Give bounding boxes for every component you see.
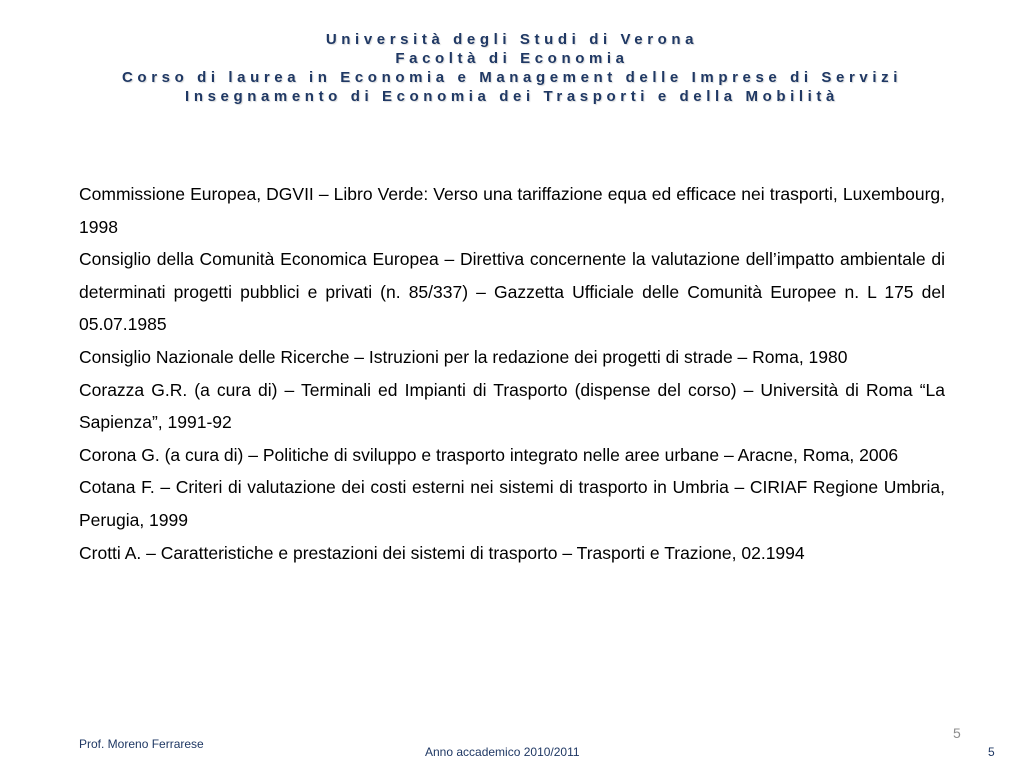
bibliography-entry: Corazza G.R. (a cura di) – Terminali ed Impianti di Trasporto (dispense del corso) – Università di Roma “La Sapienza”, 1991-92: [79, 379, 945, 433]
slide-header: [0, 30, 1024, 106]
footer-page-number: 5: [988, 745, 995, 759]
course-title: Insegnamento di Economia dei Trasporti e della Mobilità: [185, 88, 839, 105]
bibliography-entry: Cotana F. – Criteri di valutazione dei costi esterni nei sistemi di trasporto in Umbria – CIRIAF Regione Umbria, Perugia, 1999: [79, 477, 945, 530]
bibliography-entry: Commissione Europea, DGVII – Libro Verde: Verso una tariffazione equa ed efficace nei trasporti, Luxembourg, 1998: [79, 184, 945, 237]
bibliography-list: [79, 178, 945, 569]
degree-course-title: Corso di laurea in Economia e Management delle Imprese di Servizi: [122, 69, 902, 86]
slide-number: 5: [953, 725, 961, 741]
bibliography-entry: Crotti A. – Caratteristiche e prestazioni dei sistemi di trasporto – Trasporti e Trazione, 02.1994: [79, 542, 805, 563]
footer-academic-year: Anno accademico 2010/2011: [425, 745, 580, 759]
bibliography-entry: Consiglio della Comunità Economica Europea – Direttiva concernente la valutazione dell’impatto ambientale di determinati progetti pubblici e privati (n. 85/337) – Gazzetta Ufficiale delle Comunità Europee n. L 175 del 05.07.1985: [79, 249, 945, 335]
bibliography-entry: Corona G. (a cura di) – Politiche di sviluppo e trasporto integrato nelle aree urbane – Aracne, Roma, 2006: [79, 444, 899, 465]
bibliography-entry: Consiglio Nazionale delle Ricerche – Istruzioni per la redazione dei progetti di strade – Roma, 1980: [79, 346, 848, 367]
faculty-title: Facoltà di Economia: [395, 50, 629, 67]
footer-author: Prof. Moreno Ferrarese: [79, 737, 204, 751]
university-title: Università degli Studi di Verona: [325, 31, 699, 48]
